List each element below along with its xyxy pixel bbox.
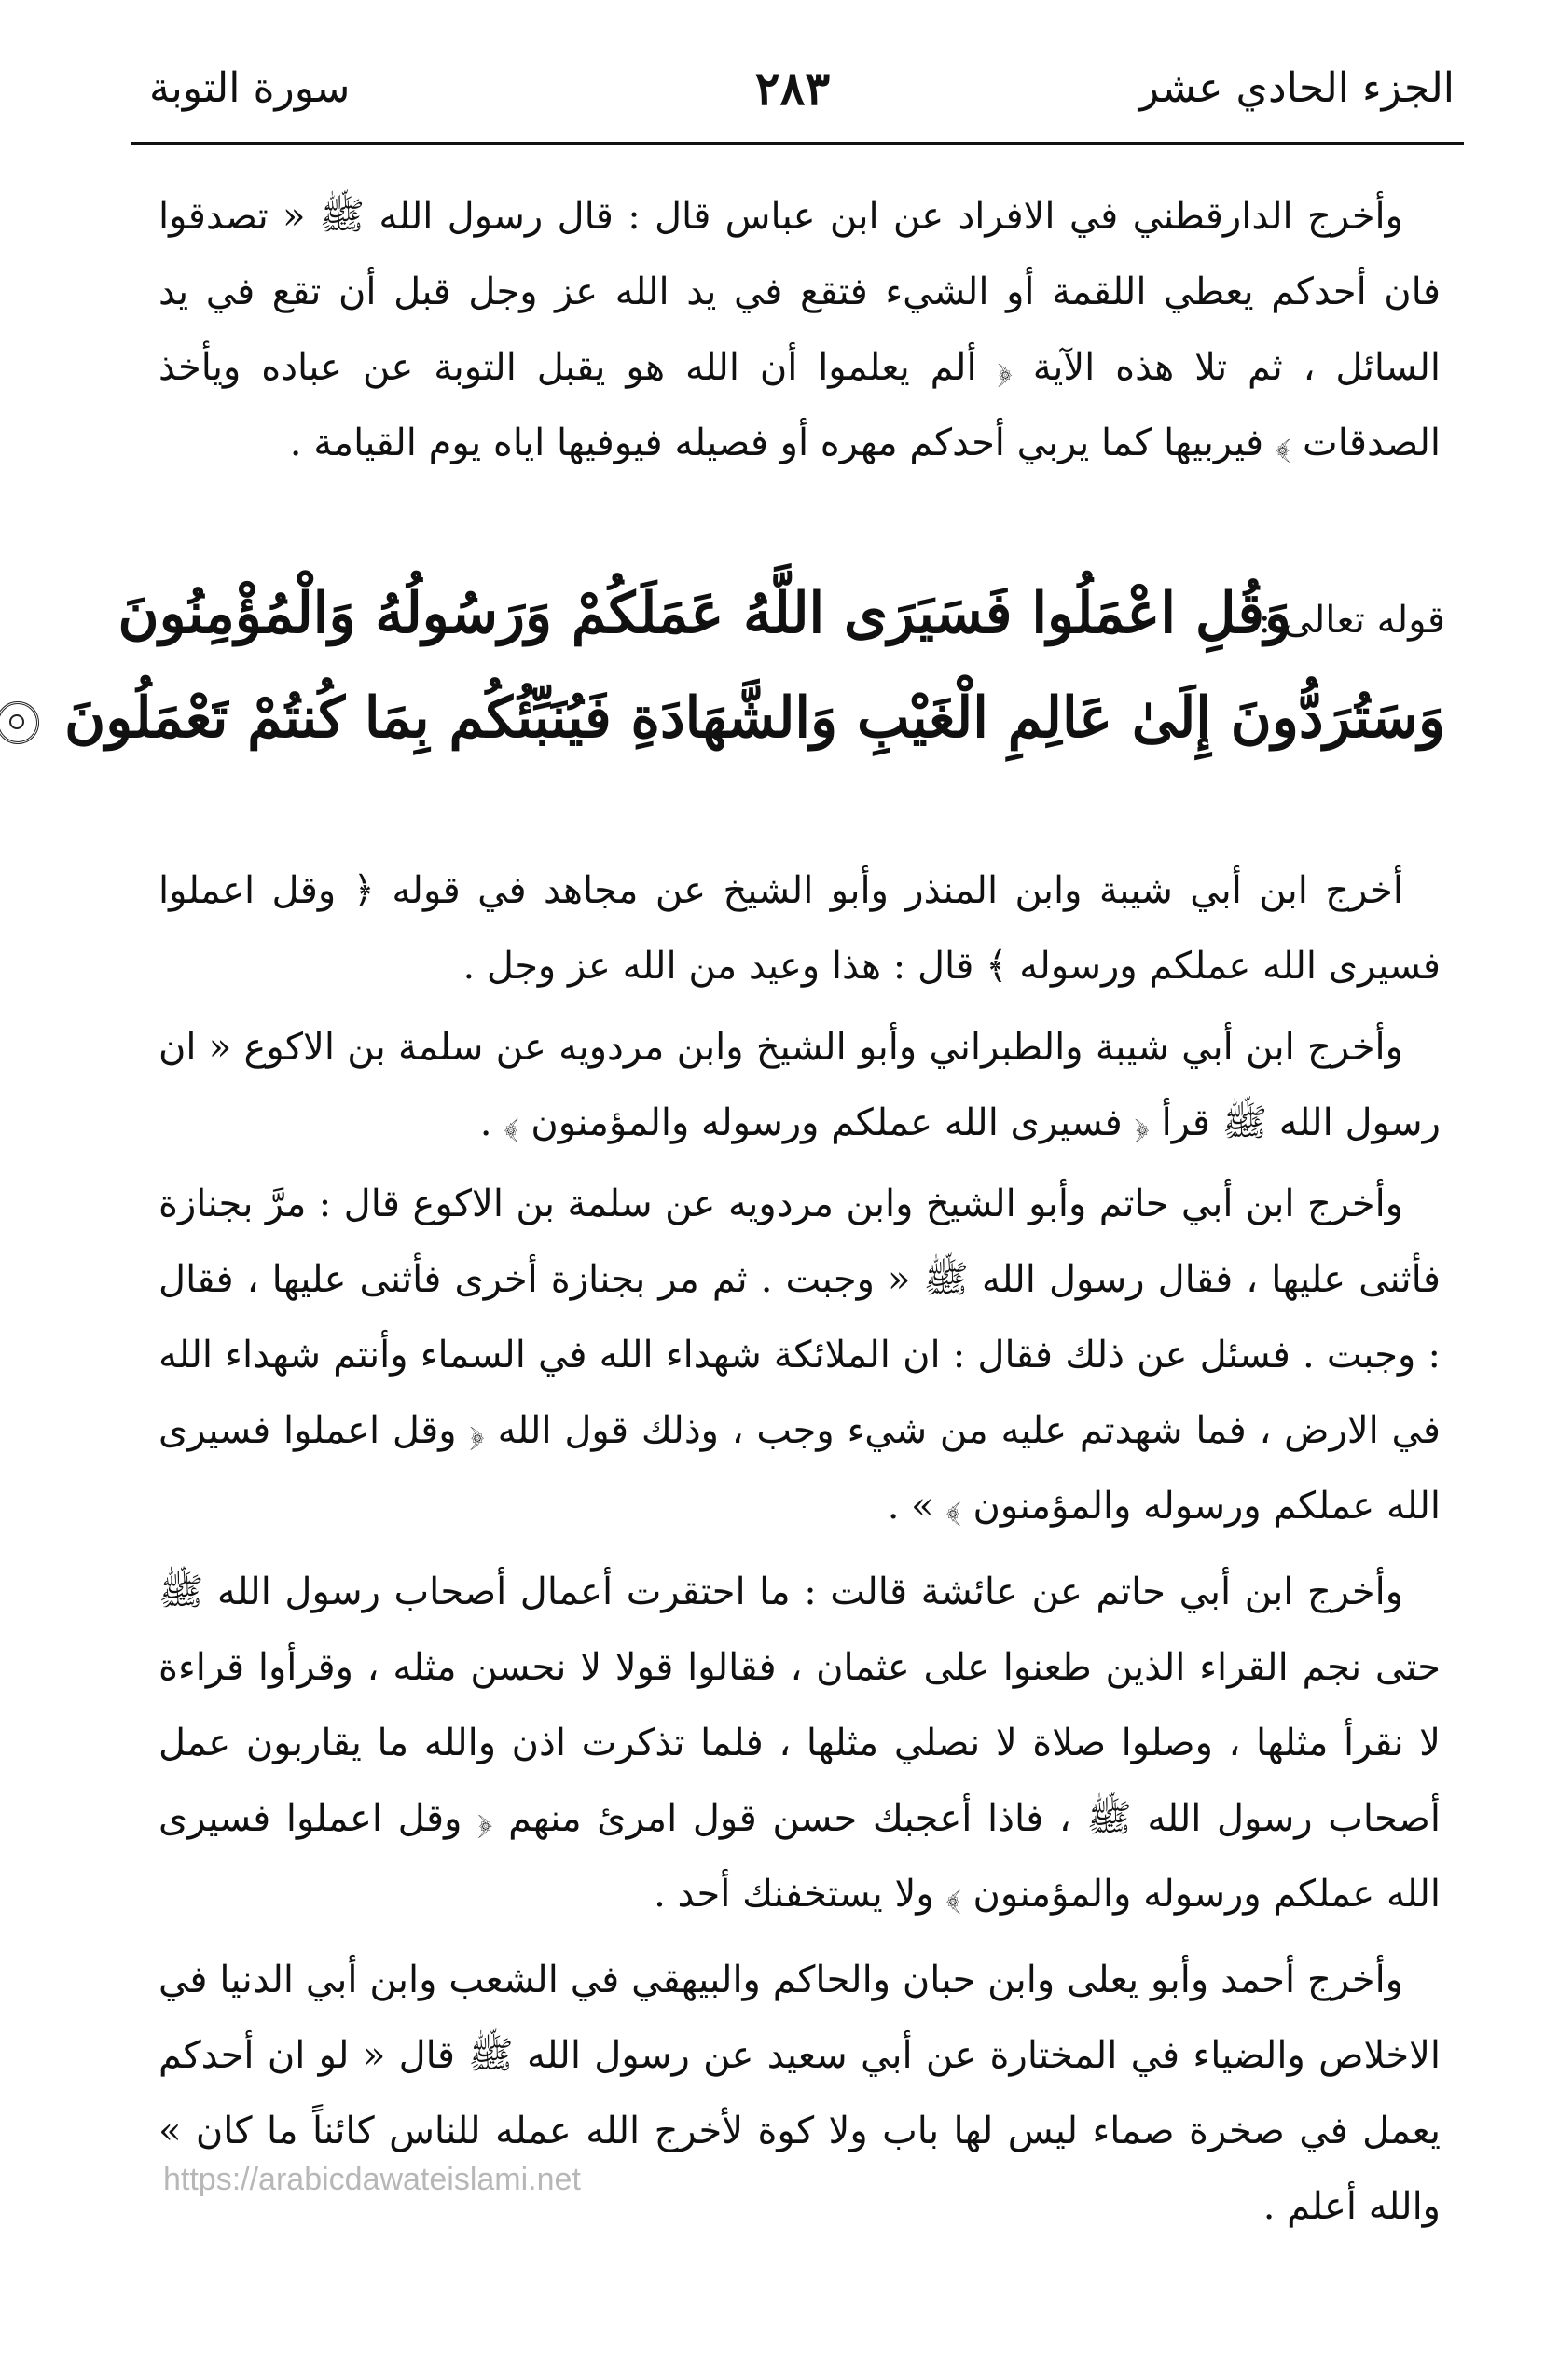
verse-line-2	[0, 676, 1445, 760]
page-number: ٢٨٣	[754, 61, 831, 116]
narration-3: وأخرج ابن أبي حاتم وأبو الشيخ وابن مردويه عن سلمة بن الاكوع قال : مرَّ بجنازة فأثنى عليها ، فقال رسول الله ﷺ « وجبت . ثم مر بجنازة أخرى فأثنى عليها ، فقال : وجبت . فسئل عن ذلك فقال : ان الملائكة شهداء الله في السماء وأنتم شهداء الله في الارض ، فما شهدتم عليه من شيء وجب ، وذلك قول الله ﴿ وقل اعملوا فسيرى الله عملكم ورسوله والمؤمنون ﴾ » .	[159, 1183, 1441, 1528]
website-watermark: https://arabicdawateislami.net	[163, 2162, 581, 2197]
verse-intro-label: قوله تعالى :	[1258, 599, 1445, 642]
header-divider	[131, 142, 1464, 145]
part-title: الجزء الحادي عشر	[1138, 64, 1455, 112]
paragraph-opening: وأخرج الدارقطني في الافراد عن ابن عباس قال : قال رسول الله ﷺ « تصدقوا فان أحدكم يعطي اللقمة أو الشيء فتقع في يد الله عز وجل قبل أن تقع في يد السائل ، ثم تلا هذه الآية ﴿ ألم يعلموا أن الله هو يقبل التوبة عن عباده ويأخذ الصدقات ﴾ فيربيها كما يربي أحدكم مهره أو فصيله فيوفيها اياه يوم القيامة .	[159, 195, 1441, 464]
surah-title: سورة التوبة	[149, 64, 351, 112]
narration-2: وأخرج ابن أبي شيبة والطبراني وأبو الشيخ وابن مردويه عن سلمة بن الاكوع « ان رسول الله ﷺ قرأ ﴿ فسيرى الله عملكم ورسوله والمؤمنون ﴾ .	[159, 1026, 1441, 1144]
verse-line-1: وَقُلِ اعْمَلُوا فَسَيَرَى اللَّهُ عَمَلَكُمْ وَرَسُولُهُ وَالْمُؤْمِنُونَ	[117, 581, 1291, 646]
narration-4: وأخرج ابن أبي حاتم عن عائشة قالت : ما احتقرت أعمال أصحاب رسول الله ﷺ حتى نجم القراء الذين طعنوا على عثمان ، فقالوا قولا لا نحسن مثله ، وقرأوا قراءة لا نقرأ مثلها ، وصلوا صلاة لا نصلي مثلها ، فلما تذكرت اذن والله ما يقاربون عمل أصحاب رسول الله ﷺ ، فاذا أعجبك حسن قول امرئ منهم ﴿ وقل اعملوا فسيرى الله عملكم ورسوله والمؤمنون ﴾ ولا يستخفنك أحد .	[159, 1571, 1441, 1916]
narration-5: وأخرج أحمد وأبو يعلى وابن حبان والحاكم والبيهقي في الشعب وابن أبي الدنيا في الاخلاص والضياء في المختارة عن أبي سعيد عن رسول الله ﷺ قال « لو ان أحدكم يعمل في صخرة صماء ليس لها باب ولا كوة لأخرج الله عمله للناس كائناً ما كان » والله أعلم .	[159, 1958, 1441, 2228]
verse-line-2-text: وَسَتُرَدُّونَ إِلَىٰ عَالِمِ الْغَيْبِ وَالشَّهَادَةِ فَيُنَبِّئُكُم بِمَا كُنتُمْ تَعْمَلُونَ	[64, 685, 1445, 751]
ayah-end-icon	[0, 701, 39, 744]
quran-verse-block	[64, 546, 1445, 779]
running-header	[131, 56, 1455, 121]
narration-1: أخرج ابن أبي شيبة وابن المنذر وأبو الشيخ عن مجاهد في قوله ﴿ وقل اعملوا فسيرى الله عملكم ورسوله ﴾ قال : هذا وعيد من الله عز وجل .	[159, 869, 1441, 988]
